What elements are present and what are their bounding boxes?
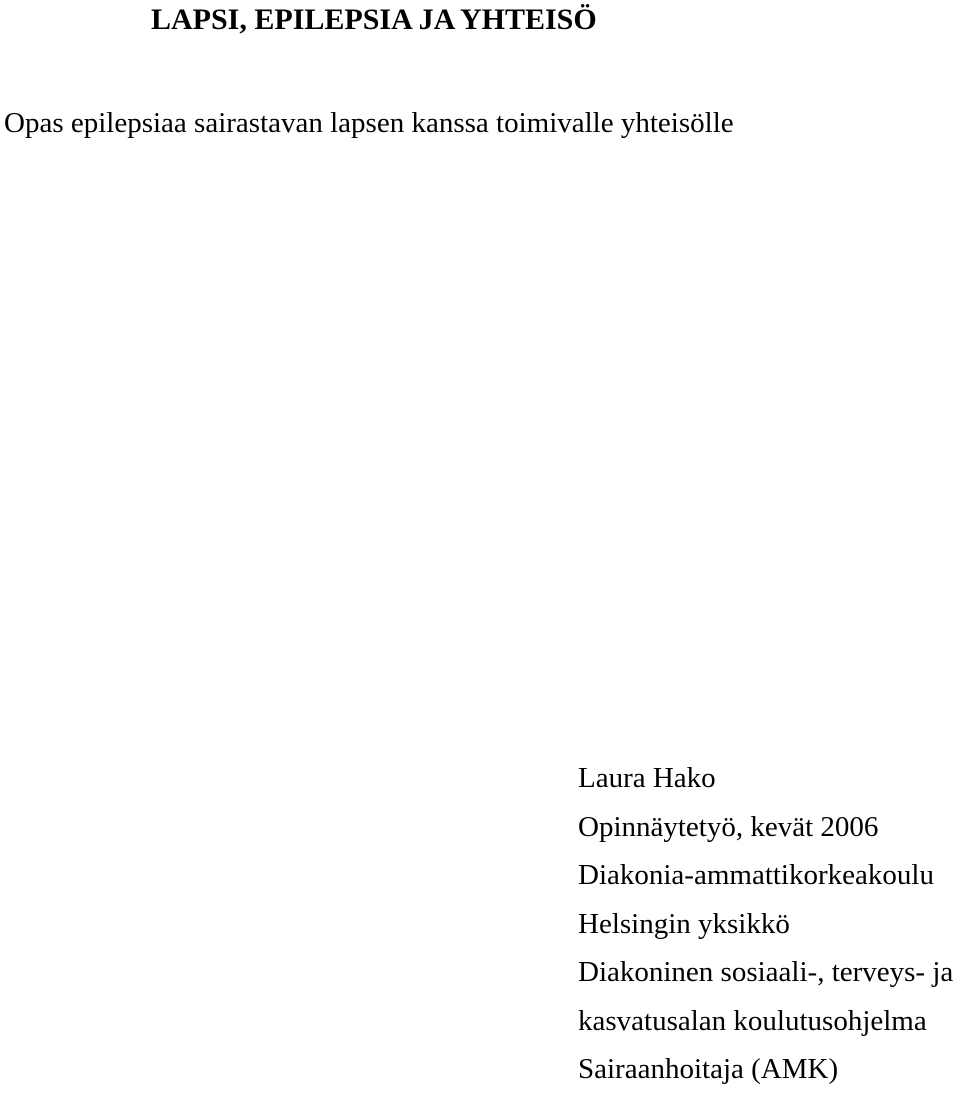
degree-programme-line-2: kasvatusalan koulutusohjelma (578, 1004, 927, 1037)
degree-programme-line-1: Diakoninen sosiaali-, terveys- ja (578, 956, 954, 988)
author-info-block (578, 760, 953, 1100)
thesis-term: Opinnäytetyö, kevät 2006 (578, 810, 879, 843)
document-subtitle: Opas epilepsiaa sairastavan lapsen kanssa toimivalle yhteisölle (4, 107, 734, 139)
campus-unit: Helsingin yksikkö (578, 907, 790, 940)
author-name: Laura Hako (578, 762, 716, 794)
document-title: LAPSI, EPILEPSIA JA YHTEISÖ (151, 3, 597, 36)
degree-title: Sairaanhoitaja (AMK) (578, 1053, 839, 1085)
institution: Diakonia-ammattikorkeakoulu (578, 859, 934, 891)
